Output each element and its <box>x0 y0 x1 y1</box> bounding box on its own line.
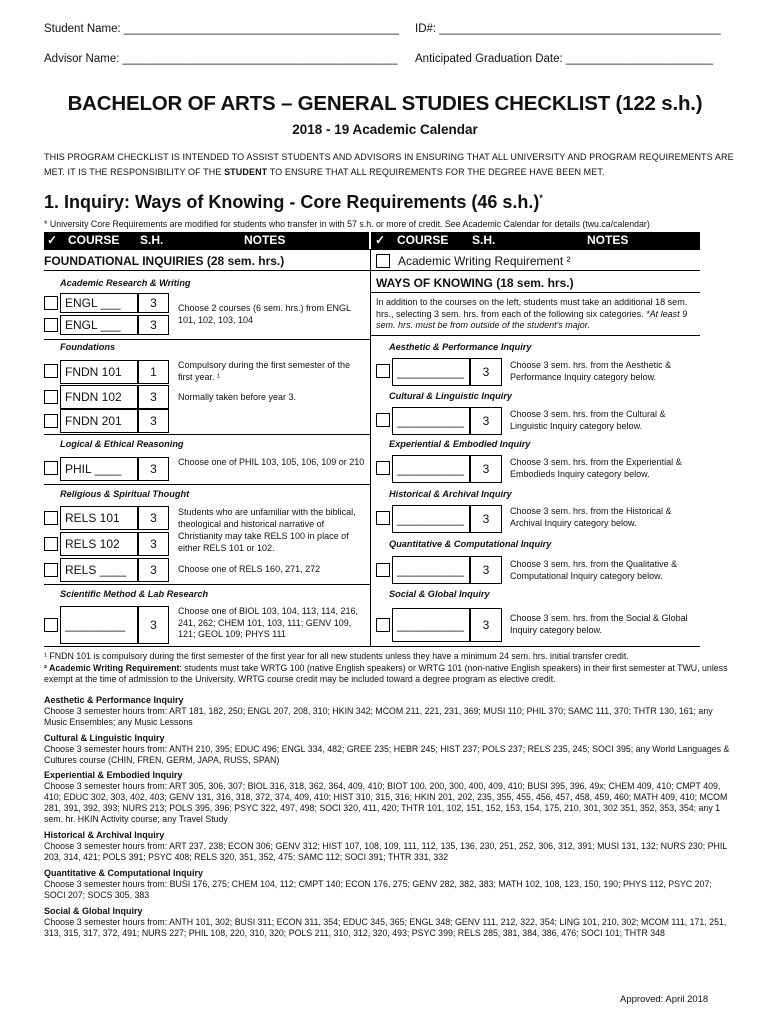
checkbox-rels101[interactable] <box>44 511 58 525</box>
note-historical: Choose 3 sem. hrs. from the Historical & Archival Inquiry category below. <box>510 506 672 528</box>
row-rule <box>44 584 370 585</box>
course-experiential[interactable]: __________ <box>392 455 470 483</box>
checkbox-engl-1[interactable] <box>44 296 58 310</box>
checkbox-experiential[interactable] <box>376 461 390 475</box>
row-rule <box>370 270 700 271</box>
cat-quantitative: Quantitative & Computational Inquiry <box>389 539 552 549</box>
course-header: COURSE <box>397 233 449 247</box>
list-heading-quantitative: Quantitative & Computational Inquiry <box>44 868 204 878</box>
cat-experiential: Experiential & Embodied Inquiry <box>389 439 531 449</box>
list-text-social: Choose 3 semester hours from: ANTH 101, 302; BUSI 311; ECON 311, 354; EDUC 345, 365; ENGL 348; GENV 111, 212, 322, 354; LING 101, 210, 302; MCOM 111, 171, 251, 313, 315, 317, 372, 491; NURS 227; PHIL 108, 220, 310, 320; POLS 211, 310, 312, 320, 493; PSYC 399; RELS 285, 381, 384, 386, 476; SOCI 101; THTR 348 <box>44 917 727 938</box>
course-historical[interactable]: __________ <box>392 505 470 533</box>
cat-historical: Historical & Archival Inquiry <box>389 489 512 499</box>
course-fndn201: FNDN 201 <box>60 409 138 433</box>
checkbox-quantitative[interactable] <box>376 563 390 577</box>
course-rels102: RELS 102 <box>60 532 138 556</box>
list-heading-social: Social & Global Inquiry <box>44 906 143 916</box>
list-heading-cultural: Cultural & Linguistic Inquiry <box>44 733 165 743</box>
section-mark: * <box>539 193 543 203</box>
list-heading-historical: Historical & Archival Inquiry <box>44 830 165 840</box>
checkbox-rels102[interactable] <box>44 537 58 551</box>
note-experiential: Choose 3 sem. hrs. from the Experiential & Embodieds Inquiry category below. <box>510 457 682 479</box>
cat-academic-research: Academic Research & Writing <box>60 278 191 288</box>
advisor-name-field[interactable]: Advisor Name: ___________________________________________ <box>44 53 398 65</box>
intro-text-a: THIS PROGRAM CHECKLIST IS INTENDED TO ASSIST STUDENTS AND ADVISORS IN ENSURING THAT ALL UNIVERSITY AND PROGRAM REQUIREMENTS ARE MET. IT IS THE RESPONSIBILITY OF THE <box>44 152 734 177</box>
checkbox-social[interactable] <box>376 618 390 632</box>
table-rule <box>44 249 700 250</box>
checkbox-awr[interactable] <box>376 254 390 268</box>
approved-date: Approved: April 2018 <box>620 994 709 1005</box>
sh-rels: 3 <box>138 558 169 582</box>
note-cultural: Choose 3 sem. hrs. from the Cultural & Linguistic Inquiry category below. <box>510 409 666 431</box>
section-title: 1. Inquiry: Ways of Knowing - Core Requirements (46 s.h.) <box>44 192 540 212</box>
right-table-header <box>371 232 700 249</box>
checkbox-fndn102[interactable] <box>44 390 58 404</box>
intro-paragraph <box>44 150 744 180</box>
course-rels101: RELS 101 <box>60 506 138 530</box>
intro-text-b: TO ENSURE THAT ALL REQUIREMENTS FOR THE DEGREE HAVE BEEN MET. <box>267 167 605 177</box>
course-fndn102: FNDN 102 <box>60 385 138 409</box>
table-divider <box>370 249 371 646</box>
course-fndn101: FNDN 101 <box>60 360 138 384</box>
check-header-icon: ✓ <box>375 233 386 247</box>
intro-student: STUDENT <box>224 167 268 177</box>
cat-scientific: Scientific Method & Lab Research <box>60 589 209 599</box>
sh-engl-1: 3 <box>138 293 169 313</box>
page-subtitle: 2018 - 19 Academic Calendar <box>292 122 478 137</box>
ways-of-knowing-heading: WAYS OF KNOWING (18 sem. hrs.) <box>376 276 574 290</box>
cat-logical: Logical & Ethical Reasoning <box>60 439 184 449</box>
note-rels: Students who are unfamiliar with the biblical, theological and historical narrative of Christianity may take RELS 100 in place of either RELS 101 or 102. <box>178 507 356 553</box>
course-cultural[interactable]: __________ <box>392 407 470 435</box>
note-fndn101: Compulsory during the first semester of the first year. ¹ <box>178 360 351 382</box>
sh-social: 3 <box>470 608 502 642</box>
notes-header: NOTES <box>244 233 286 247</box>
sh-sci: 3 <box>138 606 169 644</box>
footnote-2-label: ² Academic Writing Requirement <box>44 663 180 673</box>
note-sci: Choose one of BIOL 103, 104, 113, 114, 216, 241, 262; CHEM 101, 103, 111; GENV 109, 121; GEOL 109; PHYS 111 <box>178 606 358 639</box>
checkbox-engl-2[interactable] <box>44 318 58 332</box>
table-rule <box>44 646 700 647</box>
row-rule <box>370 292 700 293</box>
note-fndn102: Normally taken before year 3. <box>178 392 297 402</box>
note-phil: Choose one of PHIL 103, 105, 106, 109 or 210 <box>178 457 365 467</box>
row-rule <box>370 335 700 336</box>
footnote-2 <box>44 663 734 685</box>
sh-fndn201: 3 <box>138 409 169 433</box>
sh-rels102: 3 <box>138 532 169 556</box>
row-rule <box>44 434 370 435</box>
list-text-aesthetic: Choose 3 semester hours from: ART 181, 182, 250; ENGL 207, 208, 310; HKIN 342; MCOM 211, 221, 231, 369; MUSI 110; PHIL 370; SAMC 111, 370; THTR 130, 161; any Music Ensembles; any Music Lessons <box>44 706 713 727</box>
check-header-icon: ✓ <box>47 233 58 247</box>
section-note: * University Core Requirements are modified for students who transfer in with 57 s.h. or more of credit. See Academic Calendar for details (twu.ca/calendar) <box>44 219 650 229</box>
foundational-heading: FOUNDATIONAL INQUIRIES (28 sem. hrs.) <box>44 254 285 268</box>
course-phil[interactable]: PHIL ____ <box>60 457 138 481</box>
checkbox-cultural[interactable] <box>376 413 390 427</box>
course-sci[interactable]: _________ <box>60 606 138 644</box>
checkbox-historical[interactable] <box>376 511 390 525</box>
note-engl: Choose 2 courses (6 sem. hrs.) from ENGL 101, 102, 103, 104 <box>178 303 351 325</box>
note-aesthetic: Choose 3 sem. hrs. from the Aesthetic & Performance Inquiry category below. <box>510 360 672 382</box>
sh-header: S.H. <box>472 233 496 247</box>
cat-aesthetic: Aesthetic & Performance Inquiry <box>389 342 532 352</box>
sh-historical: 3 <box>470 505 502 533</box>
course-aesthetic[interactable]: __________ <box>392 358 470 386</box>
checkbox-fndn101[interactable] <box>44 364 58 378</box>
sh-aesthetic: 3 <box>470 358 502 386</box>
row-rule <box>44 270 370 271</box>
sh-engl-2: 3 <box>138 315 169 335</box>
ways-intro-a: In addition to the courses on the left, students must take an additional 18 sem. hrs., selecting 3 sem. hrs. from each of the following six categories. <box>376 297 688 319</box>
list-text-cultural: Choose 3 semester hours from: ANTH 210, 395; EDUC 496; ENGL 334, 482; GREE 235; HEBR 245; HIST 237; POLS 237; RELS 235, 245; SOCI 395; any World Languages & Cultures course (CHIN, FREN, GERM, JAPA, RUSS, SPAN) <box>44 744 730 765</box>
sh-fndn101: 1 <box>138 360 169 384</box>
ways-intro <box>376 297 698 332</box>
course-header: COURSE <box>68 233 120 247</box>
cat-foundations: Foundations <box>60 342 116 352</box>
academic-writing-requirement: Academic Writing Requirement ² <box>398 254 571 268</box>
notes-header: NOTES <box>587 233 629 247</box>
sh-rels101: 3 <box>138 506 169 530</box>
sh-quantitative: 3 <box>470 556 502 584</box>
student-name-field[interactable]: Student Name: ___________________________________________ <box>44 23 399 35</box>
cat-social: Social & Global Inquiry <box>389 589 490 599</box>
checkbox-aesthetic[interactable] <box>376 364 390 378</box>
list-text-experiential: Choose 3 semester hours from: ART 305, 306, 307; BIOL 316, 318, 362, 364, 409, 410; BIOT 100, 200, 300, 400, 409, 410; BUSI 395, 396, 49x; CHEM 409, 410; CMPT 409, 410; EDUC 302, 303, 402, 403; GENV 131, 316, 318, 372, 374, 409, 410; HIST 310, 315, 316; HKIN 201, 202, 235, 355, 455, 456, 457, 458, 459, 460; MATH 409, 410; MCOM 281, 391, 392, 393; NURS 213; POLS 395, 396; PSYC 322, 497, 498; SOCI 320, 411, 420; THTR 101, 102, 151, 152, 153, 154, 175, 210, 301, 302 351, 352, 353, 354; any 1 sem. hr. HKIN Activity course; any Travel Study <box>44 781 728 824</box>
checkbox-fndn201[interactable] <box>44 414 58 428</box>
list-heading-aesthetic: Aesthetic & Performance Inquiry <box>44 695 184 705</box>
course-rels[interactable]: RELS ____ <box>60 558 138 582</box>
note-rels2: Choose one of RELS 160, 271, 272 <box>178 564 321 574</box>
graduation-date-field[interactable]: Anticipated Graduation Date: _______________________ <box>415 53 713 65</box>
course-engl-1[interactable]: ENGL ___ <box>60 293 138 313</box>
list-heading-experiential: Experiential & Embodied Inquiry <box>44 770 183 780</box>
checkbox-sci[interactable] <box>44 618 58 632</box>
sh-phil: 3 <box>138 457 169 481</box>
sh-cultural: 3 <box>470 407 502 435</box>
sh-header: S.H. <box>140 233 164 247</box>
footnote-2-text: : students must take WRTG 100 (native English speakers) or WRTG 101 (non-native English speakers) in their first semester at TWU, unless exempt at the time of admission to the University. WRTG course credit may be included toward a degree program as elective credit. <box>44 663 728 684</box>
checkbox-phil[interactable] <box>44 461 58 475</box>
id-field[interactable]: ID#: ____________________________________________ <box>415 23 721 35</box>
sh-experiential: 3 <box>470 455 502 483</box>
row-rule <box>44 339 370 340</box>
footnote-1: ¹ FNDN 101 is compulsory during the first semester of the first year for all new students unless they have a minimum 24 sem. hrs. initial transfer credit. <box>44 651 629 661</box>
section-heading <box>44 192 543 213</box>
note-social: Choose 3 sem. hrs. from the Social & Global Inquiry category below. <box>510 613 688 635</box>
course-social[interactable]: __________ <box>392 608 470 642</box>
page-title: BACHELOR OF ARTS – GENERAL STUDIES CHECKLIST (122 s.h.) <box>67 92 703 115</box>
left-table-header <box>44 232 369 249</box>
row-rule <box>44 484 370 485</box>
sh-fndn102: 3 <box>138 385 169 409</box>
checkbox-rels[interactable] <box>44 563 58 577</box>
list-text-quantitative: Choose 3 semester hours from: BUSI 176, 275; CHEM 104, 112; CMPT 140; ECON 176, 275; GENV 282, 382, 383; MATH 102, 108, 123, 150, 190; PHYS 112, PSYC 207; SOCI 207; SOCS 305, 383 <box>44 879 712 900</box>
cat-religious: Religious & Spiritual Thought <box>60 489 190 499</box>
list-text-historical: Choose 3 semester hours from: ART 237, 238; ECON 306; GENV 312; HIST 107, 108, 109, 111, 112, 135, 136, 230, 251, 252, 306, 312, 391; MUSI 131, 132; NURS 230; PHIL 203, 314, 421; POLS 391; PSYC 408; RELS 320, 351, 352, 475; SAMC 112; SOCI 391; THTR 331, 332 <box>44 841 727 862</box>
course-engl-2[interactable]: ENGL ___ <box>60 315 138 335</box>
cat-cultural: Cultural & Linguistic Inquiry <box>389 391 513 401</box>
note-quantitative: Choose 3 sem. hrs. from the Qualitative & Computational Inquiry category below. <box>510 559 678 581</box>
course-quantitative[interactable]: __________ <box>392 556 470 584</box>
ways-intro-b: *At least 9 sem. hrs. must be from outside of the student's major. <box>376 308 688 330</box>
